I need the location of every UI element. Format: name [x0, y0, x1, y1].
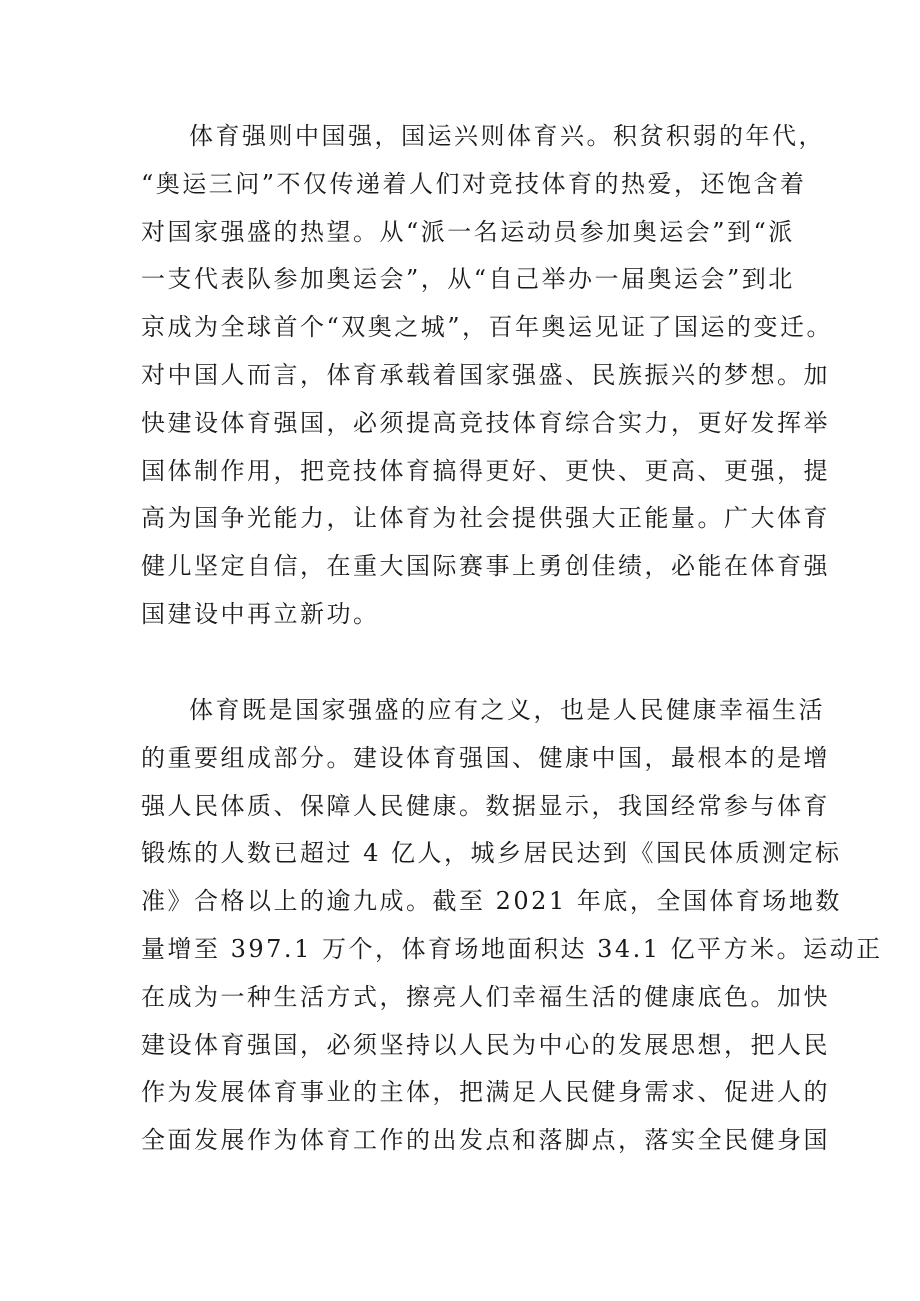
- text-line: 锻炼的人数已超过 4 亿人，城乡居民达到《国民体质测定标: [141, 839, 842, 868]
- text-line: 强人民体质、保障人民健康。数据显示，我国经常参与体育: [141, 791, 830, 820]
- text-line: 快建设体育强国，必须提高竞技体育综合实力，更好发挥举: [141, 408, 830, 437]
- text-line: 对中国人而言，体育承载着国家强盛、民族振兴的梦想。加: [141, 360, 830, 389]
- text-line: 国体制作用，把竞技体育搞得更好、更快、更高、更强，提: [141, 456, 830, 485]
- text-line: 一支代表队参加奥运会”，从“自己举办一届奥运会”到北: [141, 265, 795, 294]
- text-line: 京成为全球首个“双奥之城”，百年奥运见证了国运的变迁。: [141, 313, 834, 342]
- text-line: 健儿坚定自信，在重大国际赛事上勇创佳绩，必能在体育强: [141, 552, 830, 581]
- text-line: 在成为一种生活方式，擦亮人们幸福生活的健康底色。加快: [141, 982, 830, 1011]
- text-line: 准》合格以上的逾九成。截至 2021 年底，全国体育场地数: [141, 887, 842, 916]
- text-line: 的重要组成部分。建设体育强国、健康中国，最根本的是增: [141, 743, 830, 772]
- text-line: 建设体育强国，必须坚持以人民为中心的发展思想，把人民: [141, 1030, 830, 1059]
- text-line: 对国家强盛的热望。从“派一名运动员参加奥运会”到“派: [141, 217, 795, 246]
- text-line: 体育强则中国强，国运兴则体育兴。积贫积弱的年代，: [189, 122, 825, 150]
- text-line: 作为发展体育事业的主体，把满足人民健身需求、促进人的: [141, 1078, 830, 1107]
- text-line: 量增至 397.1 万个，体育场地面积达 34.1 亿平方米。运动正: [141, 934, 883, 963]
- paragraph-2: [141, 687, 883, 1165]
- paragraph-1: [141, 113, 834, 639]
- text-line: 体育既是国家强盛的应有之义，也是人民健康幸福生活: [189, 696, 825, 724]
- text-line: “奥运三问”不仅传递着人们对竞技体育的热爱，还饱含着: [141, 169, 807, 198]
- text-line: 全面发展作为体育工作的出发点和落脚点，落实全民健身国: [141, 1126, 830, 1155]
- text-line: 高为国争光能力，让体育为社会提供强大正能量。广大体育: [141, 504, 830, 533]
- text-line: 国建设中再立新功。: [141, 599, 380, 628]
